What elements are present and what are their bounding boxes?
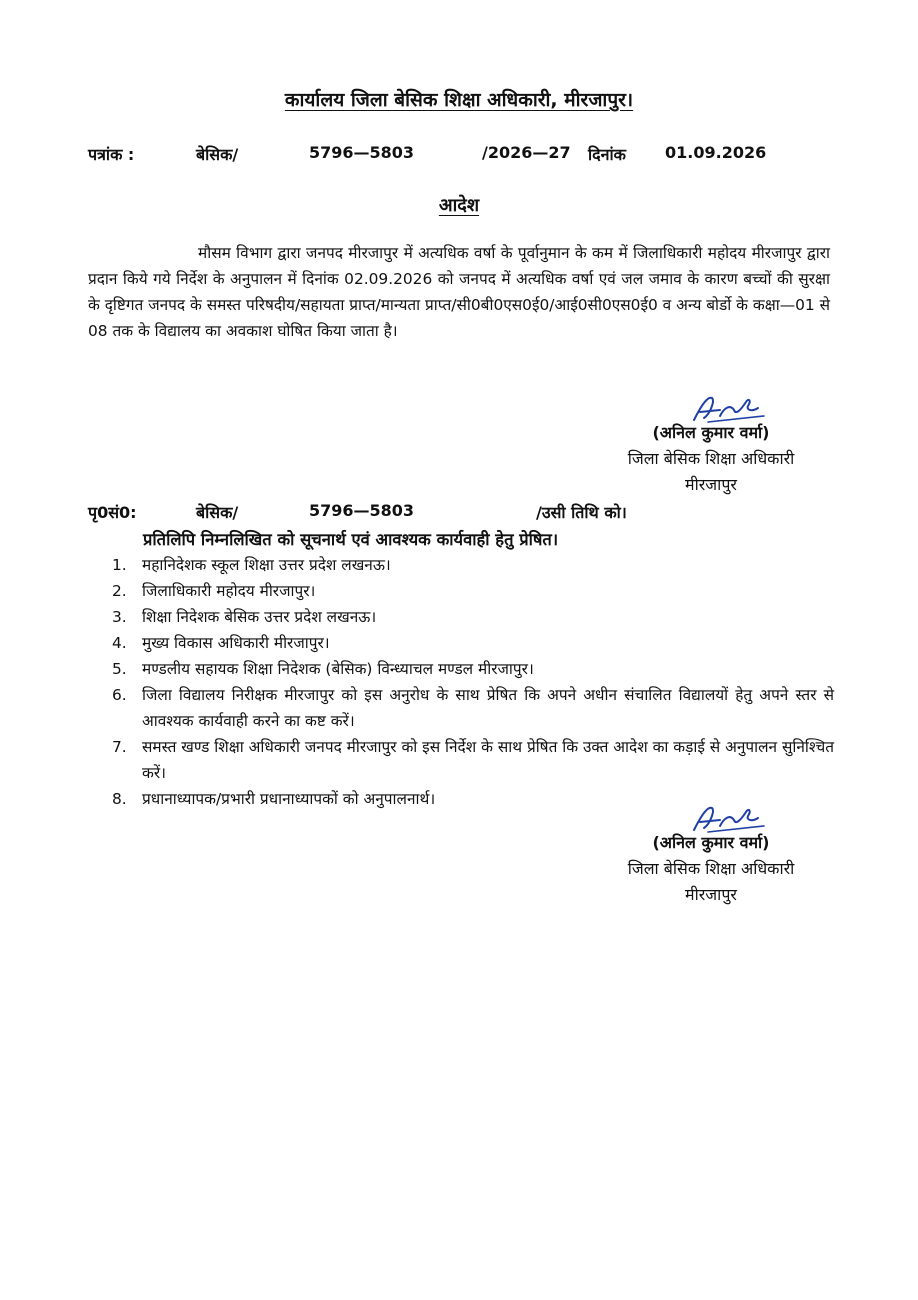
copy-heading: प्रतिलिपि निम्नलिखित को सूचनार्थ एवं आवश्यक कार्यवाही हेतु प्रेषित। [143, 530, 559, 549]
signatory-designation: जिला बेसिक शिक्षा अधिकारी [627, 449, 795, 468]
list-item: 5. मण्डलीय सहायक शिक्षा निदेशक (बेसिक) विन्ध्याचल मण्डल मीरजापुर। [112, 660, 534, 678]
signatory-designation: जिला बेसिक शिक्षा अधिकारी [627, 859, 795, 878]
signatory-place: मीरजापुर [685, 475, 737, 494]
reference-date: 01.09.2026 [665, 143, 767, 162]
reference-dept: बेसिक/ [196, 145, 239, 164]
reference-number: 5796—5803 [309, 143, 415, 162]
office-title: कार्यालय जिला बेसिक शिक्षा अधिकारी, मीरजापुर। [284, 89, 634, 111]
reference-label: पत्रांक : [88, 145, 135, 164]
signatory-name: (अनिल कुमार वर्मा) [652, 423, 770, 442]
list-item: 7. समस्त खण्ड शिक्षा अधिकारी जनपद मीरजापुर को इस निर्देश के साथ प्रेषित कि उक्त आदेश का कड़ाई से अनुपालन सुनिश्चित करें। [112, 738, 834, 782]
copy-ref-number: 5796—5803 [309, 501, 415, 520]
list-item: 4. मुख्य विकास अधिकारी मीरजापुर। [112, 634, 330, 652]
signature-block-1 [591, 420, 831, 498]
list-item: 1. महानिदेशक स्कूल शिक्षा उत्तर प्रदेश लखनऊ। [112, 556, 391, 574]
reference-date-label: दिनांक [588, 145, 626, 164]
list-item: 8. प्रधानाध्यापक/प्रभारी प्रधानाध्यापकों को अनुपालनार्थ। [112, 790, 436, 808]
signature-block-2 [591, 830, 831, 908]
signatory-name: (अनिल कुमार वर्मा) [652, 833, 770, 852]
copy-ref-date: /उसी तिथि को। [536, 503, 627, 522]
order-body: मौसम विभाग द्वारा जनपद मीरजापुर में अत्यधिक वर्षा के पूर्वानुमान के कम में जिलाधिकारी महोदय मीरजापुर द्वारा प्रदान किये गये निर्देश के अनुपालन में दिनांक 02.09.2026 को जनपद में अत्यधिक वर्षा एवं जल जमाव के कारण बच्चों की सुरक्षा के दृष्टिगत जनपद के समस्त परिषदीय/सहायता प्राप्त/मान्यता प्राप्त/सी0बी0एस0ई0/आई0सी0एस0ई0 व अन्य बोर्डो के कक्षा—01 से 08 तक के विद्यालय का अवकाश घोषित किया जाता है। [88, 244, 830, 340]
list-item: 6. जिला विद्यालय निरीक्षक मीरजापुर को इस अनुरोध के साथ प्रेषित कि अपने अधीन संचालित विद्यालयों हेतु अपने स्तर से आवश्यक कार्यवाही करने का कष्ट करें। [112, 686, 834, 730]
copy-list [88, 552, 834, 812]
list-item: 2. जिलाधिकारी महोदय मीरजापुर। [112, 582, 316, 600]
list-item: 3. शिक्षा निदेशक बेसिक उत्तर प्रदेश लखनऊ। [112, 608, 377, 626]
signatory-place: मीरजापुर [685, 885, 737, 904]
copy-ref-dept: बेसिक/ [196, 503, 239, 522]
reference-year: /2026—27 [482, 143, 571, 162]
order-heading: आदेश [438, 195, 480, 216]
copy-ref-label: पृ0सं0: [88, 503, 137, 522]
